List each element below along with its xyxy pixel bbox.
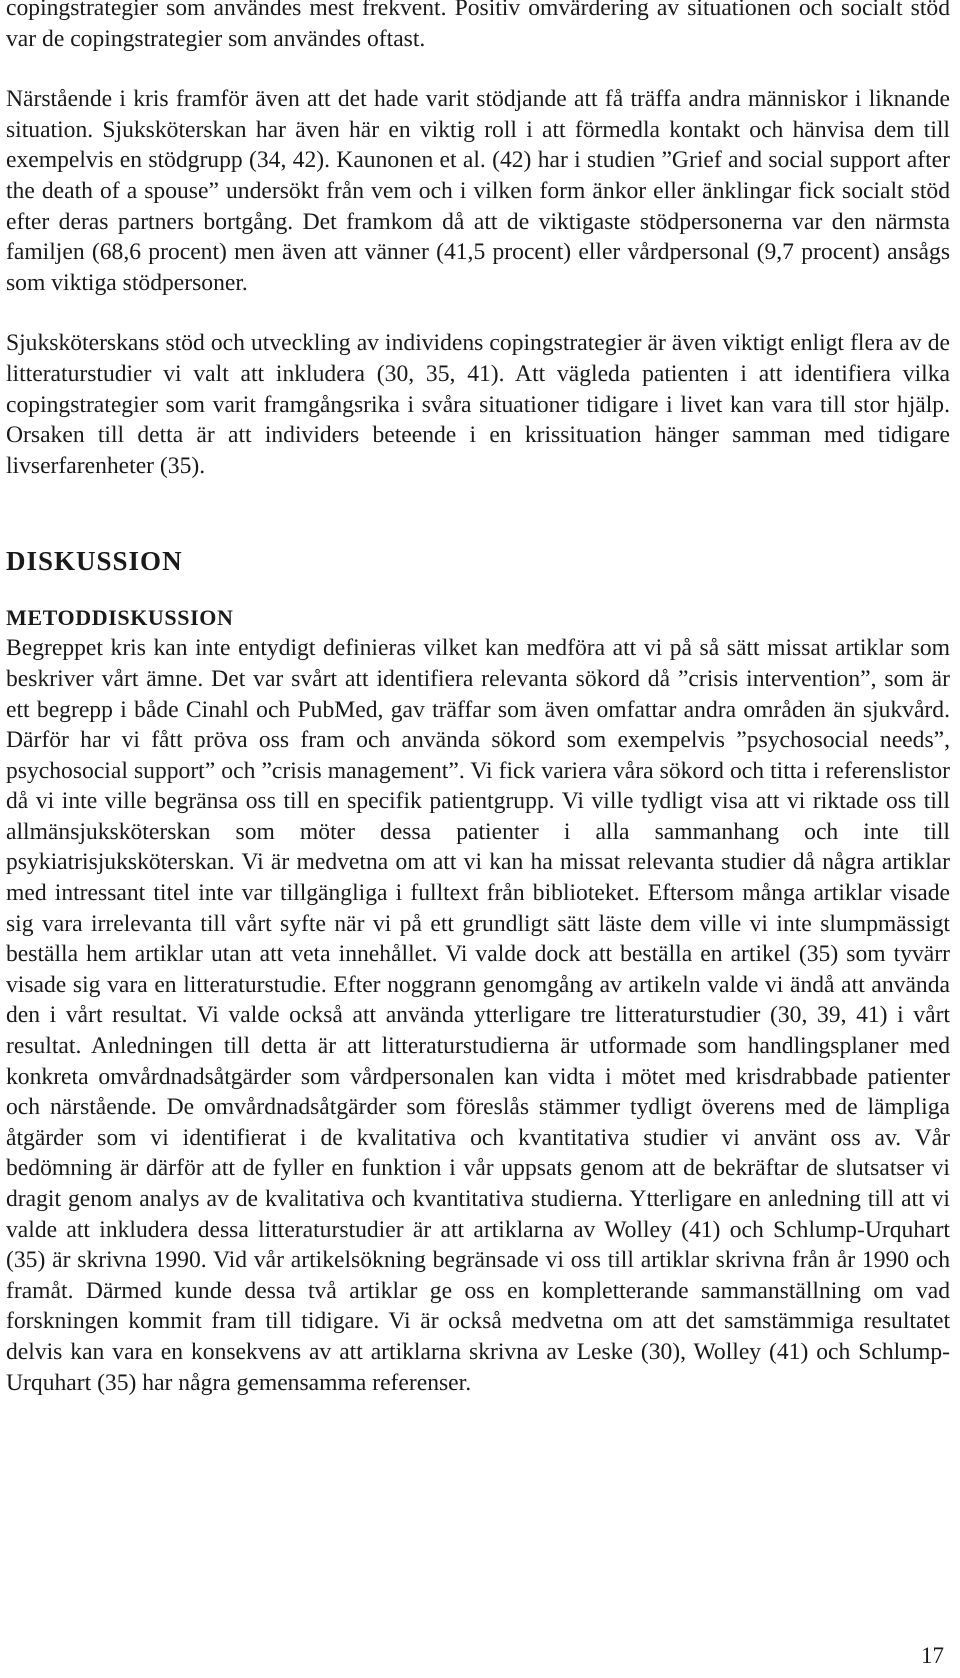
page-number: 17: [921, 1643, 944, 1668]
body-paragraph-nurse-support: Sjuksköterskans stöd och utveckling av individens copingstrategier är även viktigt enligt flera av de litteraturstudier vi valt att inkludera (30, 35, 41). Att vägleda patienten i att identifiera vilka copingstrategier som varit framgångsrika i svåra situationer tidigare i livet kan vara till stor hjälp. Orsaken till detta är att individers beteende i en krissituation hänger samman med tidigare livserfarenheter (35).: [6, 330, 950, 479]
body-paragraph-coping: copingstrategier som användes mest frekvent. Positiv omvärdering av situationen och socialt stöd var de copingstrategier som användes oftast.: [6, 0, 950, 52]
section-heading-diskussion: DISKUSSION: [6, 546, 183, 577]
document-page: [6, 0, 950, 1398]
subsection-heading-metoddiskussion: METODDISKUSSION: [6, 605, 234, 631]
body-paragraph-relatives-support: Närstående i kris framför även att det hade varit stödjande att få träffa andra människor i liknande situation. Sjuksköterskan har även här en viktig roll i att förmedla kontakt och hänvisa dem till exempelvis en stödgrupp (34, 42). Kaunonen et al. (42) har i studien ”Grief and social support after the death of a spouse” undersökt från vem och i vilken form änkor eller änklingar fick socialt stöd efter deras partners bortgång. Det framkom då att de viktigaste stödpersonerna var den närmsta familjen (68,6 procent) men även att vänner (41,5 procent) eller vårdpersonal (9,7 procent) ansågs som viktiga stödpersoner.: [6, 86, 950, 296]
body-paragraph-method-discussion: Begreppet kris kan inte entydigt definieras vilket kan medföra att vi på så sätt missat artiklar som beskriver vårt ämne. Det var svårt att identifiera relevanta sökord då ”crisis intervention”, som är ett begrepp i både Cinahl och PubMed, gav träffar som även omfattar andra områden än sjukvård. Därför har vi fått pröva oss fram och använda sökord som exempelvis ”psychosocial needs”, psychosocial support” och ”crisis management”. Vi fick variera våra sökord och titta i referenslistor då vi inte ville begränsa oss till en specifik patientgrupp. Vi ville tydligt visa att vi riktade oss till allmänsjuksköterskan som möter dessa patienter i alla sammanhang och inte till psykiatrisjuksköterskan. Vi är medvetna om att vi kan ha missat relevanta studier då några artiklar med intressant titel inte var tillgängliga i fulltext från biblioteket. Eftersom många artiklar visade sig vara irrelevanta till vårt syfte när vi på ett grundligt sätt läste dem ville vi inte slumpmässigt beställa hem artiklar utan att veta innehållet. Vi valde dock att beställa en artikel (35) som tyvärr visade sig vara en litteraturstudie. Efter noggrann genomgång av artikeln valde vi ändå att använda den i vårt resultat. Vi valde också att använda ytterligare tre litteraturstudier (30, 39, 41) i vårt resultat. Anledningen till detta är att litteraturstudierna är utformade som handlingsplaner med konkreta omvårdnadsåtgärder som vårdpersonalen kan vidta i mötet med krisdrabbade patienter och närstående. De omvårdnadsåtgärder som föreslås stämmer tydligt överens med de lämpliga åtgärder som vi identifierat i de kvalitativa och kvantitativa studier vi använt oss av. Vår bedömning är därför att de fyller en funktion i vår uppsats genom att de bekräftar de slutsatser vi dragit genom analys av de kvalitativa och kvantitativa studierna. Ytterligare en anledning till att vi valde att inkludera dessa litteraturstudier är att artiklarna av Wolley (41) och Schlump-Urquhart (35) är skrivna 1990. Vid vår artikelsökning begränsade vi oss till artiklar skrivna från år 1990 och framåt. Därmed kunde dessa två artiklar ge oss en kompletterande sammanställning om vad forskningen kommit fram till tidigare. Vi är också medvetna om att det samstämmiga resultatet delvis kan vara en konsekvens av att artiklarna skrivna av Leske (30), Wolley (41) och Schlump-Urquhart (35) har några gemensamma referenser.: [6, 635, 950, 1396]
